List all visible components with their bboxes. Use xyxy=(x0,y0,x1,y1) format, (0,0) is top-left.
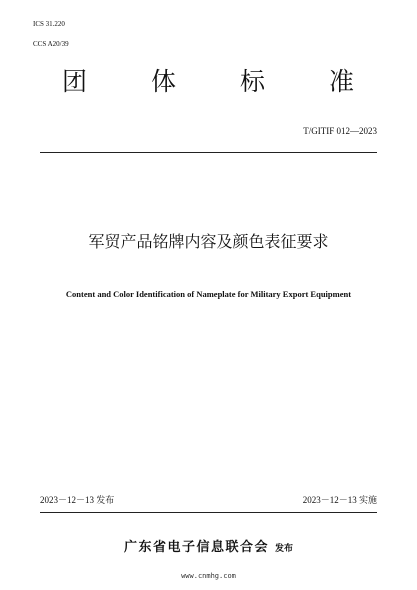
implementation-date: 2023－12－13 实施 xyxy=(302,495,377,505)
english-title: Content and Color Identification of Nameplate for Military Export Equipment xyxy=(65,289,352,299)
release-date: 2023－12－13 发布 xyxy=(40,495,115,505)
document-type-char: 准 xyxy=(328,67,354,96)
document-type-char: 体 xyxy=(150,67,176,96)
chinese-title: 军贸产品铭牌内容及颜色表征要求 xyxy=(88,232,329,251)
website-watermark: www.cnmhg.com xyxy=(181,572,236,580)
document-type-char: 团 xyxy=(62,67,88,96)
publisher-name: 广东省电子信息联合会 xyxy=(123,540,269,555)
document-type-heading xyxy=(62,64,354,100)
standard-number: T/GITIF 012—2023 xyxy=(303,126,377,136)
document-type-char: 标 xyxy=(239,67,265,96)
publisher-line xyxy=(0,538,417,558)
bottom-divider xyxy=(40,512,377,513)
ics-code: ICS 31.220 xyxy=(33,20,65,28)
top-divider xyxy=(40,152,377,153)
publish-label: 发布 xyxy=(275,544,294,554)
ccs-code: CCS A20/39 xyxy=(33,40,69,48)
